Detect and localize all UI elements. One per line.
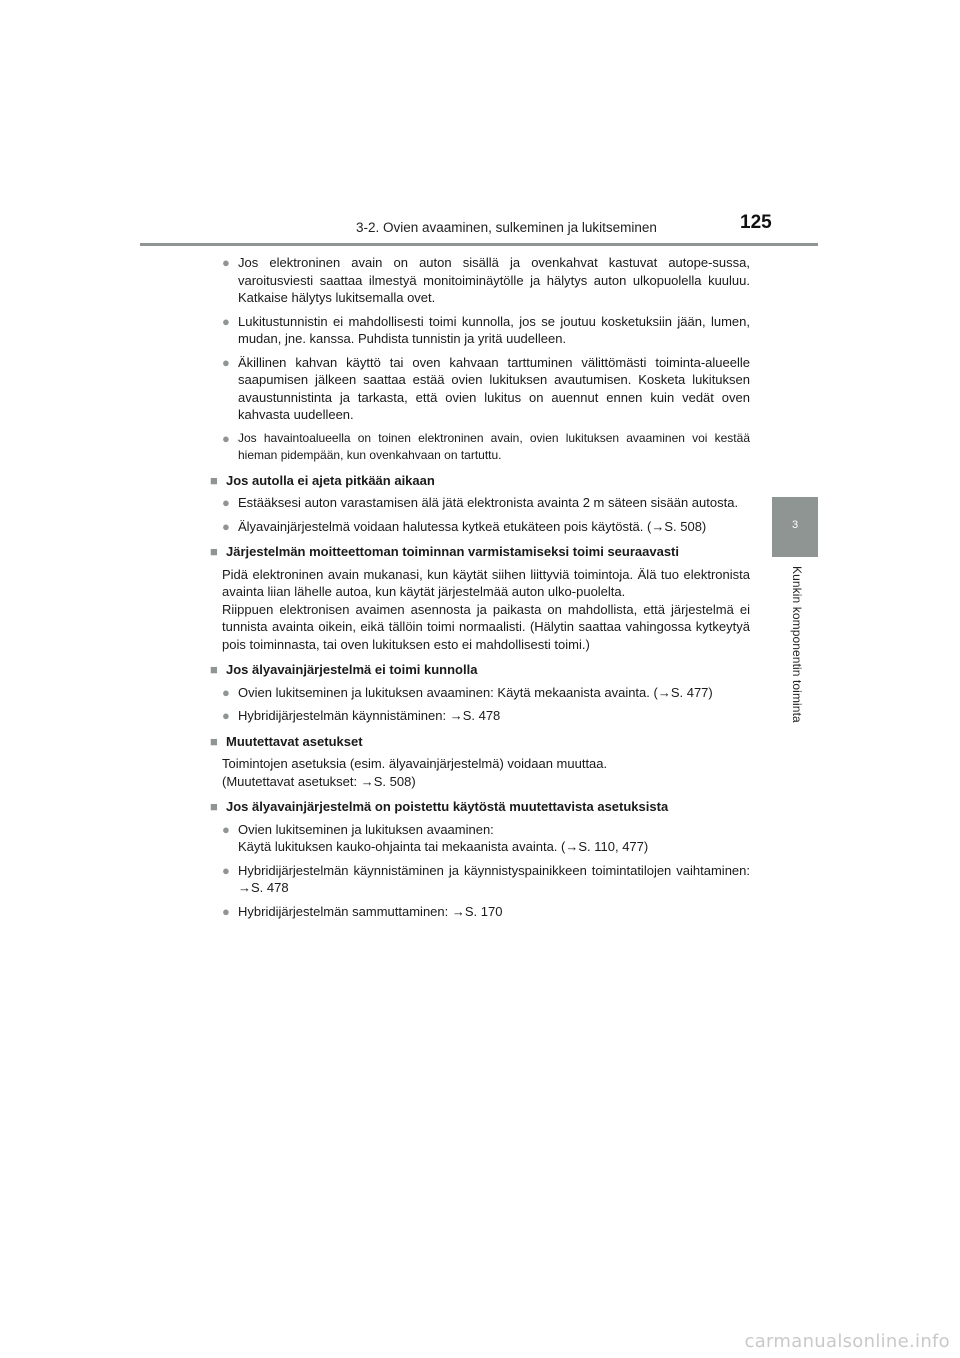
- bullet-item: ● Ovien lukitseminen ja lukituksen avaaminen: Käytä mekaanista avainta. (→S. 477): [210, 684, 750, 702]
- chapter-tab: 3: [772, 497, 818, 557]
- paragraph-line: Toimintojen asetuksia (esim. älyavainjärjestelmä) voidaan muuttaa.: [222, 756, 608, 771]
- section-heading: ■ Jos autolla ei ajeta pitkään aikaan: [210, 472, 750, 490]
- site-watermark: carmanualsonline.info: [744, 1331, 950, 1352]
- section-heading: ■ Järjestelmän moitteettoman toiminnan varmistamiseksi toimi seuraavasti: [210, 543, 750, 561]
- section-heading: ■ Jos älyavainjärjestelmä ei toimi kunnolla: [210, 661, 750, 679]
- bullet-line: Käytä lukituksen kauko-ohjainta tai mekaanista avainta. (→S. 110, 477): [238, 839, 649, 854]
- bullet-item: ● Hybridijärjestelmän käynnistäminen: →S. 478: [210, 707, 750, 725]
- bullet-item: ● Hybridijärjestelmän käynnistäminen ja käynnistyspainikkeen toimintatilojen vaihtaminen: →S. 478: [210, 862, 750, 897]
- bullet-item: ● Lukitustunnistin ei mahdollisesti toimi kunnolla, jos se joutuu kosketuksiin jään, lumen, mudan, jne. kanssa. Puhdista tunnistin ja yritä uudelleen.: [210, 313, 750, 348]
- bullet-item: ● Jos havaintoalueella on toinen elektroninen avain, ovien lukituksen avaaminen voi kestää hieman pidempään, kun ovenkahvaan on tartuttu.: [210, 430, 750, 464]
- section-heading: ■ Jos älyavainjärjestelmä on poistettu käytöstä muutettavista asetuksista: [210, 798, 750, 816]
- bullet-item: ● Äkillinen kahvan käyttö tai oven kahvaan tarttuminen välittömästi toiminta-alueelle saapumisen jälkeen saattaa estää ovien lukituksen avautumisen. Kosketa lukituksen avaustunnistinta ja tarkasta, että ovien lukitus on auennut ennen kuin vedät oven kahvasta uudelleen.: [210, 354, 750, 424]
- bullet-line: ● Ovien lukitseminen ja lukituksen avaaminen:: [238, 821, 494, 837]
- header-divider: [140, 243, 818, 246]
- page-number: 125: [740, 212, 772, 233]
- page-content: [210, 254, 750, 926]
- bullet-item: [210, 821, 750, 856]
- paragraph: [210, 566, 750, 654]
- bullet-item: ● Jos elektroninen avain on auton sisällä ja ovenkahvat kastuvat autope-sussa, varoitusviesti saattaa ilmestyä monitoiminäytölle ja hälytys auton ulkopuolella kuuluu. Katkaise hälytys lukitsemalla ovet.: [210, 254, 750, 307]
- header-section-title: 3-2. Ovien avaaminen, sulkeminen ja lukitseminen: [356, 220, 657, 235]
- bullet-item: ● Älyavainjärjestelmä voidaan halutessa kytkeä etukäteen pois käytöstä. (→S. 508): [210, 518, 750, 536]
- bullet-item: ● Hybridijärjestelmän sammuttaminen: →S. 170: [210, 903, 750, 921]
- chapter-label: Kunkin komponentin toiminta: [790, 566, 804, 723]
- bullet-item: ● Estääksesi auton varastamisen älä jätä elektronista avainta 2 m säteen sisään autosta.: [210, 494, 750, 512]
- paragraph-line: Riippuen elektronisen avaimen asennosta ja paikasta on mahdollista, että järjestelmä ei tunnista avainta oikein, eikä tällöin toimi normaalisti. (Hälytin saattaa vahingossa kytkeytyä pois toiminnasta, tai oven lukituksen esto ei mahdollisesti toimi.): [222, 601, 750, 652]
- paragraph: [210, 755, 750, 790]
- paragraph-line: (Muutettavat asetukset: →S. 508): [222, 773, 416, 789]
- paragraph-line: Pidä elektroninen avain mukanasi, kun käytät siihen liittyviä toimintoja. Älä tuo elektronista avainta liian lähelle autoa, kun käytät järjestelmää auton ulko-puolelta.: [222, 566, 750, 599]
- section-heading: ■ Muutettavat asetukset: [210, 733, 750, 751]
